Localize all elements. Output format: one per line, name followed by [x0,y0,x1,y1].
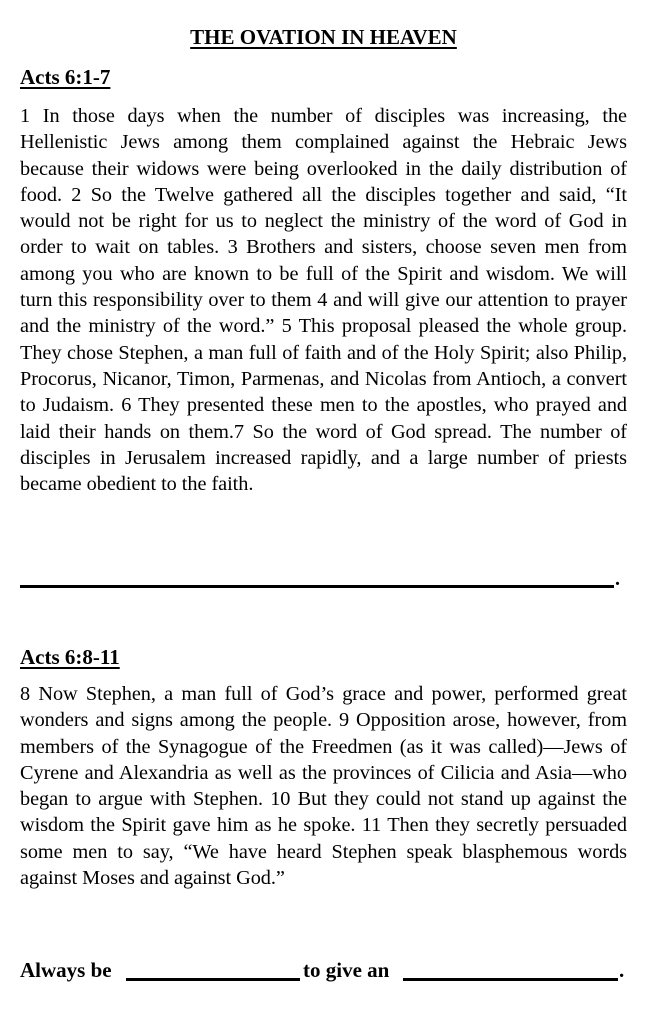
fill-in-blank-2[interactable] [403,978,618,981]
fill-in-text-always-be: Always be [20,958,112,982]
section-heading-acts-6-8-11: Acts 6:8-11 [20,645,120,669]
answer-blank-line[interactable] [20,585,614,588]
document-title: THE OVATION IN HEAVEN [190,25,457,49]
fill-in-text-to-give-an: to give an [303,958,390,982]
section-heading-acts-6-1-7: Acts 6:1-7 [20,65,111,89]
fill-in-sentence [20,956,627,986]
blank-period: . [615,568,620,590]
fill-in-blank-1[interactable] [126,978,300,981]
answer-blank-row [20,568,627,592]
scripture-passage-acts-6-1-7: 1 In those days when the number of disciples was increasing, the Hellenistic Jews among them complained against the Hebraic Jews because their widows were being overlooked in the daily distribution of food. 2 So the Twelve gathered all the disciples together and said, “It would not be right for us to neglect the ministry of the word of God in order to wait on tables. 3 Brothers and sisters, choose seven men from among you who are known to be full of the Spirit and wisdom. We will turn this responsibility over to them 4 and will give our attention to prayer and the ministry of the word.” 5 This proposal pleased the whole group. They chose Stephen, a man full of faith and of the Holy Spirit; also Philip, Procorus, Nicanor, Timon, Parmenas, and Nicolas from Antioch, a convert to Judaism. 6 They presented these men to the apostles, who prayed and laid their hands on them.7 So the word of God spread. The number of disciples in Jerusalem increased rapidly, and a large number of priests became obedient to the faith. [20,105,627,496]
scripture-passage-acts-6-8-11: 8 Now Stephen, a man full of God’s grace and power, performed great wonders and signs among the people. 9 Opposition arose, however, from members of the Synagogue of the Freedmen (as it was called)—Jews of Cyrene and Alexandria as well as the provinces of Cilicia and Asia—who began to argue with Stephen. 10 But they could not stand up against the wisdom the Spirit gave him as he spoke. 11 Then they secretly persuaded some men to say, “We have heard Stephen speak blasphemous words against Moses and against God.” [20,683,627,890]
fill-in-period: . [619,958,625,982]
